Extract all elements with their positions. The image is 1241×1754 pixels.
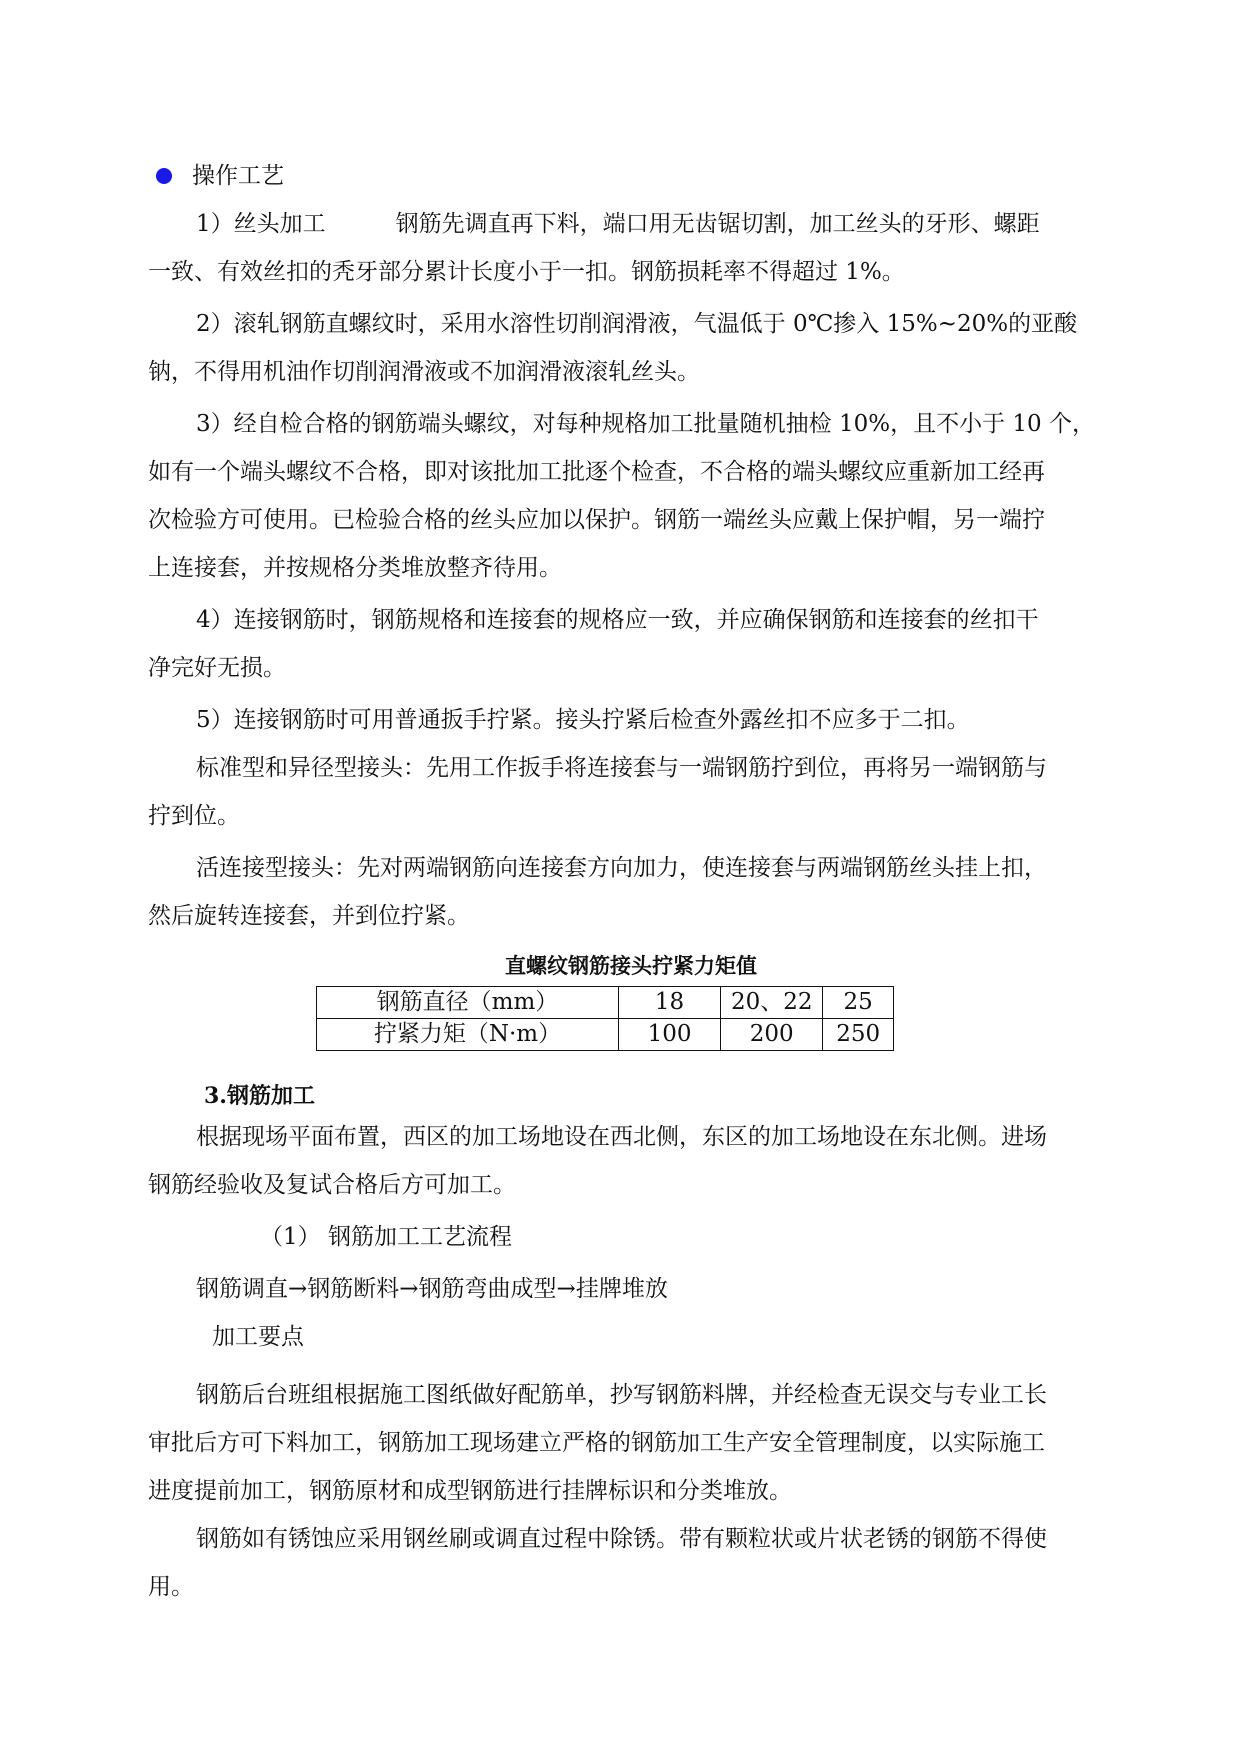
- step-4-line-2: 净完好无损。: [148, 655, 286, 681]
- points-line-1: 钢筋后台班组根据施工图纸做好配筋单，抄写钢筋料牌，并经检查无误交与专业工长: [196, 1382, 1047, 1408]
- step-3-line-1: 3）经自检合格的钢筋端头螺纹，对每种规格加工批量随机抽检 10%，且不小于 10 个，: [196, 411, 1095, 437]
- document-content: [148, 162, 1114, 1611]
- torque-table: [316, 986, 894, 1051]
- table-cell: 250: [823, 1019, 894, 1051]
- operation-heading-text: 操作工艺: [192, 163, 284, 189]
- bullet-dot-icon: [156, 168, 172, 184]
- table-cell: 25: [823, 987, 894, 1019]
- step-5-line-1: 5）连接钢筋时可用普通扳手拧紧。接头拧紧后检查外露丝扣不应多于二扣。: [196, 707, 970, 733]
- table-row: [317, 987, 894, 1019]
- table-cell: 18: [618, 987, 720, 1019]
- step-3-line-3: 次检验方可使用。已检验合格的丝头应加以保护。钢筋一端丝头应戴上保护帽，另一端拧: [148, 507, 1045, 533]
- standard-joint-line-1: 标准型和异径型接头：先用工作扳手将连接套与一端钢筋拧到位，再将另一端钢筋与: [196, 755, 1047, 781]
- step-3-line-2: 如有一个端头螺纹不合格，即对该批加工批逐个检查，不合格的端头螺纹应重新加工经再: [148, 459, 1045, 485]
- points-line-2: 审批后方可下料加工，钢筋加工现场建立严格的钢筋加工生产安全管理制度，以实际施工: [148, 1430, 1045, 1456]
- points-title: 加工要点: [212, 1324, 304, 1350]
- table-cell: 钢筋直径（mm）: [317, 987, 619, 1019]
- section-3-intro-line-2: 钢筋经验收及复试合格后方可加工。: [148, 1172, 516, 1198]
- rust-line-1: 钢筋如有锈蚀应采用钢丝刷或调直过程中除锈。带有颗粒状或片状老锈的钢筋不得使: [196, 1526, 1047, 1552]
- step-1-line-2: 一致、有效丝扣的秃牙部分累计长度小于一扣。钢筋损耗率不得超过 1%。: [148, 259, 905, 285]
- table-row: [317, 1019, 894, 1051]
- section-3-title: 3.钢筋加工: [204, 1083, 315, 1109]
- step-4-line-1: 4）连接钢筋时，钢筋规格和连接套的规格应一致，并应确保钢筋和连接套的丝扣干: [196, 607, 1039, 633]
- table-cell: 200: [721, 1019, 823, 1051]
- live-joint-line-2: 然后旋转连接套，并到位拧紧。: [148, 903, 470, 929]
- step-2-line-1: 2）滚轧钢筋直螺纹时，采用水溶性切削润滑液，气温低于 0℃掺入 15%~20%的亚酸: [196, 311, 1078, 337]
- section-3-intro-line-1: 根据现场平面布置，西区的加工场地设在西北侧，东区的加工场地设在东北侧。进场: [196, 1124, 1047, 1150]
- points-line-3: 进度提前加工，钢筋原材和成型钢筋进行挂牌标识和分类堆放。: [148, 1478, 792, 1504]
- flow-title: （1） 钢筋加工工艺流程: [260, 1224, 512, 1250]
- operation-heading: [148, 152, 1114, 200]
- step-1-label: 1）丝头加工: [196, 211, 326, 237]
- rust-line-2: 用。: [148, 1574, 194, 1600]
- step-1-text: 钢筋先调直再下料，端口用无齿锯切割，加工丝头的牙形、螺距: [395, 211, 1040, 237]
- standard-joint-line-2: 拧到位。: [148, 803, 240, 829]
- step-1-line-1: [148, 200, 1114, 248]
- table-cell: 100: [618, 1019, 720, 1051]
- table-cell: 20、22: [721, 987, 823, 1019]
- torque-table-title: 直螺纹钢筋接头拧紧力矩值: [505, 954, 757, 978]
- step-2-line-2: 钠，不得用机油作切削润滑液或不加润滑液滚轧丝头。: [148, 359, 700, 385]
- flow-text: 钢筋调直→钢筋断料→钢筋弯曲成型→挂牌堆放: [196, 1276, 668, 1302]
- table-cell: 拧紧力矩（N·m）: [317, 1019, 619, 1051]
- step-3-line-4: 上连接套，并按规格分类堆放整齐待用。: [148, 555, 562, 581]
- live-joint-line-1: 活连接型接头：先对两端钢筋向连接套方向加力，使连接套与两端钢筋丝头挂上扣，: [196, 855, 1047, 881]
